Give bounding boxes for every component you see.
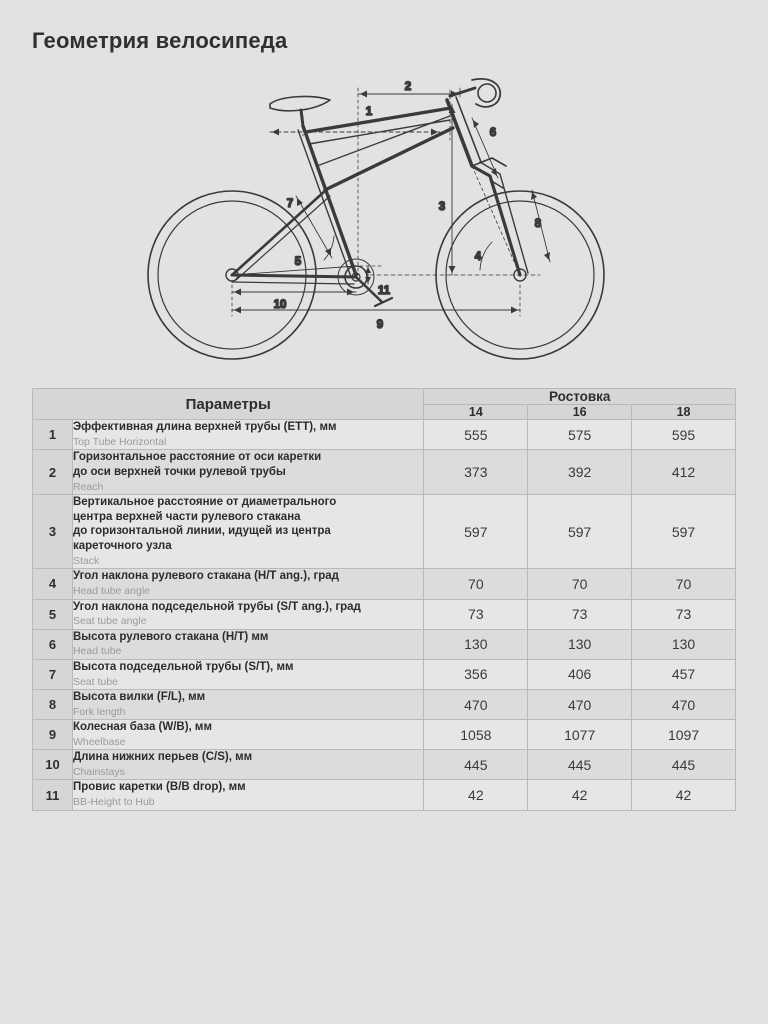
row-number: 11	[33, 780, 73, 810]
value-cell-size-16: 1077	[528, 720, 632, 750]
parameter-name-en: Reach	[72, 480, 104, 493]
row-number: 2	[33, 450, 73, 495]
callout-11: 11	[377, 285, 391, 297]
value-cell-size-16: 470	[528, 689, 632, 719]
callout-1: 1	[365, 106, 373, 118]
parameter-name-en: Seat tube	[72, 675, 118, 688]
parameter-name-ru: Высота вилки (F/L), мм	[72, 690, 206, 703]
value-cell-size-16: 42	[528, 780, 632, 810]
parameter-name	[72, 720, 423, 750]
value-cell-size-14: 42	[424, 780, 528, 810]
value-cell-size-16: 406	[528, 659, 632, 689]
value-cell-size-18: 412	[632, 450, 736, 495]
table-row	[33, 720, 736, 750]
value-cell-size-14: 555	[424, 420, 528, 450]
callout-9: 9	[376, 319, 384, 331]
value-cell-size-16: 597	[528, 495, 632, 569]
value-cell-size-18: 130	[632, 629, 736, 659]
header-sizes-group: Ростовка	[424, 389, 736, 405]
value-cell-size-14: 356	[424, 659, 528, 689]
parameter-name-ru: Эффективная длина верхней трубы (ETT), мм	[72, 421, 337, 433]
value-cell-size-18: 597	[632, 495, 736, 569]
value-cell-size-18: 445	[632, 750, 736, 780]
value-cell-size-16: 392	[528, 450, 632, 495]
callout-10: 10	[273, 299, 287, 311]
value-cell-size-14: 597	[424, 495, 528, 569]
row-number: 1	[33, 420, 73, 450]
header-size-14: 14	[424, 405, 528, 420]
header-params: Параметры	[33, 389, 424, 420]
table-row	[33, 750, 736, 780]
value-cell-size-14: 73	[424, 599, 528, 629]
table-body	[33, 420, 736, 811]
parameter-name-en: BB-Height to Hub	[72, 796, 155, 809]
parameter-name-ru: Угол наклона подседельной трубы (S/T ang.), град	[72, 600, 361, 613]
parameter-name	[72, 750, 423, 780]
parameter-name-ru: Колесная база (W/B), мм	[72, 721, 212, 734]
parameter-name-en: Seat tube angle	[72, 615, 147, 628]
table-row	[33, 569, 736, 599]
value-cell-size-14: 1058	[424, 720, 528, 750]
value-cell-size-14: 130	[424, 629, 528, 659]
parameter-name-en: Chainstays	[72, 766, 125, 778]
table-row	[33, 450, 736, 495]
row-number: 4	[33, 569, 73, 599]
header-size-18: 18	[632, 405, 736, 420]
value-cell-size-14: 445	[424, 750, 528, 780]
value-cell-size-18: 595	[632, 420, 736, 450]
saddle-icon	[270, 97, 330, 126]
value-cell-size-14: 373	[424, 450, 528, 495]
callout-2: 2	[404, 81, 412, 93]
callout-4: 4	[474, 251, 482, 263]
row-number: 7	[33, 659, 73, 689]
value-cell-size-18: 42	[632, 780, 736, 810]
value-cell-size-14: 70	[424, 569, 528, 599]
parameter-name-ru: Провис каретки (B/B drop), мм	[72, 781, 246, 794]
table-row	[33, 495, 736, 569]
value-cell-size-16: 575	[528, 420, 632, 450]
value-cell-size-18: 70	[632, 569, 736, 599]
table-row	[33, 780, 736, 810]
table-row	[33, 629, 736, 659]
value-cell-size-16: 70	[528, 569, 632, 599]
parameter-name	[72, 599, 423, 629]
value-cell-size-16: 445	[528, 750, 632, 780]
parameter-name-ru: Высота рулевого стакана (H/T) мм	[72, 630, 269, 643]
table-row	[33, 659, 736, 689]
row-number: 8	[33, 689, 73, 719]
value-cell-size-16: 73	[528, 599, 632, 629]
value-cell-size-14: 470	[424, 689, 528, 719]
value-cell-size-16: 130	[528, 629, 632, 659]
parameter-name	[72, 629, 423, 659]
row-number: 10	[33, 750, 73, 780]
parameter-name-en: Stack	[72, 554, 100, 567]
parameter-name-ru: Вертикальное расстояние от диаметрального центра верхней части рулевого стакана до горизонтальной линии, идущей из центра кареточного узла	[72, 496, 337, 553]
value-cell-size-18: 470	[632, 689, 736, 719]
value-cell-size-18: 457	[632, 659, 736, 689]
parameter-name-ru: Длина нижних перьев (C/S), мм	[72, 751, 253, 764]
page-title: Геометрия велосипеда	[32, 28, 288, 53]
table-row	[33, 599, 736, 629]
parameter-name-en: Head tube angle	[72, 585, 151, 598]
parameter-name	[72, 450, 423, 495]
dimension-lines	[232, 88, 550, 316]
callout-5: 5	[294, 256, 302, 268]
callout-3: 3	[438, 201, 446, 213]
parameter-name-ru: Высота подседельной трубы (S/T), мм	[72, 660, 294, 673]
parameter-name-ru: Горизонтальное расстояние от оси каретки до оси верхней точки рулевой трубы	[72, 451, 322, 478]
parameter-name-ru: Угол наклона рулевого стакана (H/T ang.), град	[72, 570, 339, 583]
row-number: 6	[33, 629, 73, 659]
row-number: 9	[33, 720, 73, 750]
value-cell-size-18: 1097	[632, 720, 736, 750]
parameter-name	[72, 420, 423, 450]
parameter-name-en: Wheelbase	[72, 735, 126, 748]
table-row	[33, 689, 736, 719]
parameter-name	[72, 780, 423, 810]
table-row	[33, 420, 736, 450]
geometry-table	[32, 388, 736, 811]
table-header	[33, 389, 736, 420]
parameter-name	[72, 569, 423, 599]
parameter-name	[72, 689, 423, 719]
row-number: 3	[33, 495, 73, 569]
callout-6: 6	[489, 127, 497, 139]
bicycle-geometry-diagram	[120, 70, 650, 370]
row-number: 5	[33, 599, 73, 629]
header-size-16: 16	[528, 405, 632, 420]
parameter-name-en: Top Tube Horizontal	[72, 435, 167, 448]
value-cell-size-18: 73	[632, 599, 736, 629]
parameter-name-en: Fork length	[72, 705, 126, 718]
parameter-name	[72, 659, 423, 689]
callout-8: 8	[534, 218, 542, 230]
parameter-name	[72, 495, 423, 569]
parameter-name-en: Head tube	[72, 645, 122, 658]
callout-7: 7	[286, 198, 294, 210]
